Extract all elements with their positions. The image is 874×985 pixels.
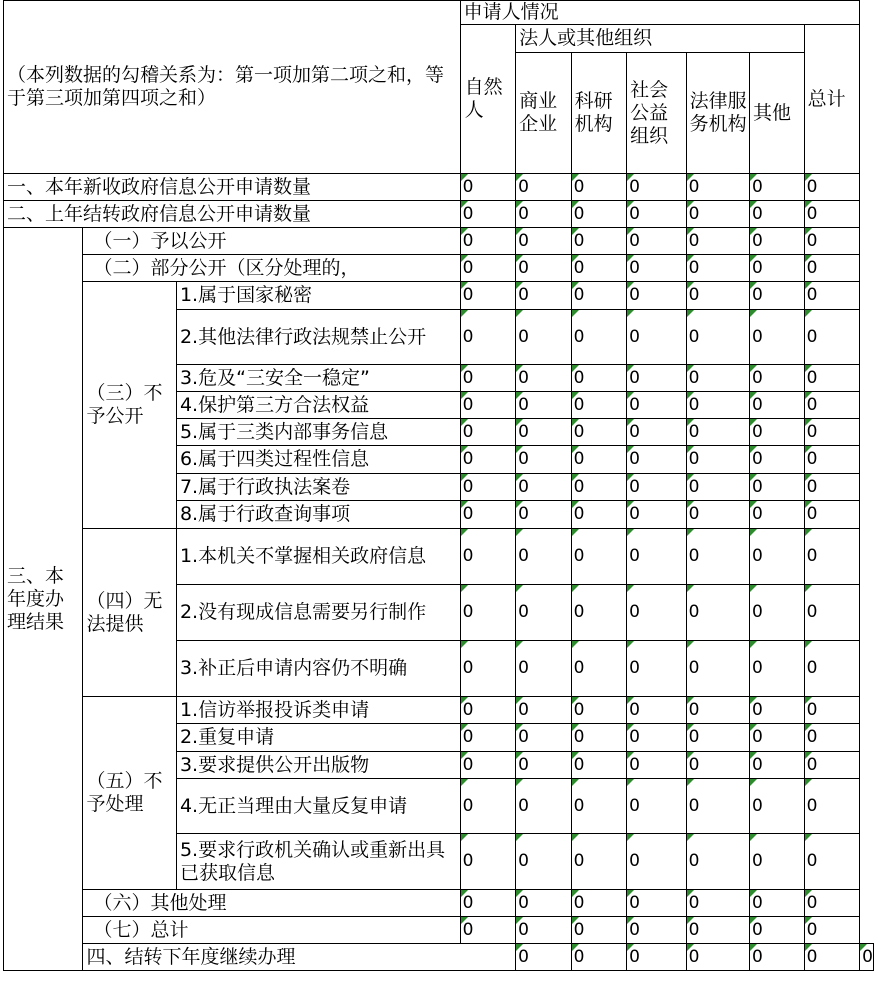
row-3-5-4-value-6: 0 (750, 779, 805, 834)
table-row (4, 697, 874, 724)
row-3-3-1-value-2: 0 (516, 282, 572, 310)
row-3-5-2-value-1: 0 (460, 724, 516, 752)
row-3-3-1-value-5: 0 (686, 282, 749, 310)
row-3-3-8-value-2: 0 (516, 501, 572, 529)
row-3-6-value-3: 0 (571, 890, 627, 917)
row-3-4-3-value-2: 0 (516, 641, 572, 697)
row-3-3-1-value-6: 0 (750, 282, 805, 310)
row-2-value-5: 0 (686, 201, 749, 228)
row-3-5-4-value-3: 0 (571, 779, 627, 834)
header-col-business: 商业企业 (516, 53, 572, 174)
row-3-4-1-value-3: 0 (571, 529, 627, 585)
row-3-3-2-value-5: 0 (686, 310, 749, 365)
row-3-3-3-value-2: 0 (516, 365, 572, 392)
row-3-6-value-1: 0 (460, 890, 516, 917)
row-3-3-1-value-7: 0 (804, 282, 860, 310)
row-3-2-value-5: 0 (686, 255, 749, 282)
row-4-value-6: 0 (804, 944, 860, 971)
row-3-3-3-value-5: 0 (686, 365, 749, 392)
item-not-disclosed-8: 8.属于行政查询事项 (176, 501, 460, 529)
item-not-disclosed-7: 7.属于行政执法案卷 (176, 474, 460, 501)
row-3-5-5-value-6: 0 (750, 834, 805, 890)
row-3-5-5-value-3: 0 (571, 834, 627, 890)
row-3-3-6-value-7: 0 (804, 446, 860, 474)
row-2-value-7: 0 (804, 201, 860, 228)
row-3-3-6-value-1: 0 (460, 446, 516, 474)
row-label-disclosed: （一）予以公开 (83, 228, 460, 255)
item-cannot-provide-1: 1.本机关不掌握相关政府信息 (176, 529, 460, 585)
item-not-disclosed-6: 6.属于四类过程性信息 (176, 446, 460, 474)
row-3-3-4-value-7: 0 (804, 392, 860, 419)
row-3-3-8-value-1: 0 (460, 501, 516, 529)
row-3-3-2-value-6: 0 (750, 310, 805, 365)
header-natural-person: 自然人 (460, 25, 516, 174)
row-3-4-2-value-7: 0 (804, 585, 860, 641)
row-1-value-3: 0 (571, 174, 627, 201)
row-3-3-8-value-6: 0 (750, 501, 805, 529)
row-1-value-7: 0 (804, 174, 860, 201)
row-3-5-2-value-4: 0 (627, 724, 686, 752)
row-3-3-3-value-7: 0 (804, 365, 860, 392)
row-3-6-value-2: 0 (516, 890, 572, 917)
table-row (4, 944, 874, 971)
row-3-7-value-2: 0 (516, 917, 572, 944)
row-3-3-5-value-5: 0 (686, 419, 749, 446)
row-4-value-4: 0 (686, 944, 749, 971)
row-3-1-value-3: 0 (571, 228, 627, 255)
row-3-5-5-value-2: 0 (516, 834, 572, 890)
row-3-5-1-value-4: 0 (627, 697, 686, 724)
table-row (4, 174, 874, 201)
row-4-value-7: 0 (860, 944, 874, 971)
row-3-5-1-value-5: 0 (686, 697, 749, 724)
row-3-3-8-value-3: 0 (571, 501, 627, 529)
row-4-value-5: 0 (750, 944, 805, 971)
row-3-4-3-value-3: 0 (571, 641, 627, 697)
row-3-3-5-value-6: 0 (750, 419, 805, 446)
row-3-7-value-6: 0 (750, 917, 805, 944)
row-3-3-7-value-4: 0 (627, 474, 686, 501)
row-3-5-3-value-3: 0 (571, 752, 627, 779)
row-3-5-4-value-1: 0 (460, 779, 516, 834)
row-3-1-value-2: 0 (516, 228, 572, 255)
row-3-3-2-value-1: 0 (460, 310, 516, 365)
row-3-5-2-value-5: 0 (686, 724, 749, 752)
row-3-4-2-value-6: 0 (750, 585, 805, 641)
row-3-4-2-value-3: 0 (571, 585, 627, 641)
row-3-5-4-value-4: 0 (627, 779, 686, 834)
row-3-3-4-value-4: 0 (627, 392, 686, 419)
table-row (4, 228, 874, 255)
row-3-5-2-value-7: 0 (804, 724, 860, 752)
row-3-3-6-value-4: 0 (627, 446, 686, 474)
row-3-1-value-1: 0 (460, 228, 516, 255)
row-3-3-5-value-1: 0 (460, 419, 516, 446)
item-not-processed-1: 1.信访举报投诉类申请 (176, 697, 460, 724)
row-3-7-value-5: 0 (686, 917, 749, 944)
row-3-3-4-value-5: 0 (686, 392, 749, 419)
row-3-2-value-7: 0 (804, 255, 860, 282)
header-col-public-welfare: 社会公益组织 (627, 53, 686, 174)
table-row (4, 201, 874, 228)
row-3-4-2-value-4: 0 (627, 585, 686, 641)
row-3-5-1-value-2: 0 (516, 697, 572, 724)
row-3-3-7-value-2: 0 (516, 474, 572, 501)
row-3-5-2-value-3: 0 (571, 724, 627, 752)
table-row (4, 529, 874, 585)
item-not-processed-5: 5.要求行政机关确认或重新出具已获取信息 (176, 834, 460, 890)
row-3-3-8-value-5: 0 (686, 501, 749, 529)
row-3-4-3-value-7: 0 (804, 641, 860, 697)
header-applicant-status: 申请人情况 (460, 1, 860, 25)
row-3-3-2-value-2: 0 (516, 310, 572, 365)
row-3-5-5-value-5: 0 (686, 834, 749, 890)
row-3-6-value-6: 0 (750, 890, 805, 917)
group-label-cannot-provide: （四）无法提供 (83, 529, 177, 697)
row-3-4-2-value-1: 0 (460, 585, 516, 641)
row-3-6-value-7: 0 (804, 890, 860, 917)
row-4-value-3: 0 (627, 944, 686, 971)
item-not-disclosed-5: 5.属于三类内部事务信息 (176, 419, 460, 446)
row-3-5-5-value-7: 0 (804, 834, 860, 890)
row-3-3-7-value-1: 0 (460, 474, 516, 501)
row-3-5-5-value-4: 0 (627, 834, 686, 890)
header-legal-group: 法人或其他组织 (516, 25, 804, 53)
row-3-3-5-value-7: 0 (804, 419, 860, 446)
item-cannot-provide-3: 3.补正后申请内容仍不明确 (176, 641, 460, 697)
header-col-legal-service: 法律服务机构 (686, 53, 749, 174)
row-2-value-4: 0 (627, 201, 686, 228)
row-3-3-2-value-3: 0 (571, 310, 627, 365)
row-3-3-6-value-3: 0 (571, 446, 627, 474)
row-3-3-3-value-4: 0 (627, 365, 686, 392)
item-not-disclosed-4: 4.保护第三方合法权益 (176, 392, 460, 419)
row-2-value-2: 0 (516, 201, 572, 228)
row-2-value-3: 0 (571, 201, 627, 228)
row-3-3-1-value-1: 0 (460, 282, 516, 310)
row-3-4-2-value-5: 0 (686, 585, 749, 641)
row-1-value-2: 0 (516, 174, 572, 201)
row-3-5-1-value-7: 0 (804, 697, 860, 724)
row-3-5-1-value-6: 0 (750, 697, 805, 724)
row-3-1-value-7: 0 (804, 228, 860, 255)
row-3-5-3-value-2: 0 (516, 752, 572, 779)
row-3-3-2-value-7: 0 (804, 310, 860, 365)
row-3-3-6-value-2: 0 (516, 446, 572, 474)
item-not-disclosed-2: 2.其他法律行政法规禁止公开 (176, 310, 460, 365)
row-3-4-1-value-4: 0 (627, 529, 686, 585)
row-1-value-5: 0 (686, 174, 749, 201)
row-1-value-6: 0 (750, 174, 805, 201)
row-3-3-6-value-5: 0 (686, 446, 749, 474)
row-3-5-2-value-2: 0 (516, 724, 572, 752)
row-3-5-3-value-4: 0 (627, 752, 686, 779)
group-label-not-processed: （五）不予处理 (83, 697, 177, 890)
row-3-3-6-value-6: 0 (750, 446, 805, 474)
item-not-processed-3: 3.要求提供公开出版物 (176, 752, 460, 779)
row-3-3-4-value-2: 0 (516, 392, 572, 419)
row-3-4-1-value-2: 0 (516, 529, 572, 585)
table-row (4, 255, 874, 282)
row-3-4-1-value-1: 0 (460, 529, 516, 585)
header-total: 总计 (804, 25, 860, 174)
row-3-5-5-value-1: 0 (460, 834, 516, 890)
row-3-5-3-value-7: 0 (804, 752, 860, 779)
row-3-3-3-value-1: 0 (460, 365, 516, 392)
row-3-5-4-value-5: 0 (686, 779, 749, 834)
row-1-value-4: 0 (627, 174, 686, 201)
row-3-1-value-5: 0 (686, 228, 749, 255)
row-3-4-3-value-1: 0 (460, 641, 516, 697)
item-not-processed-4: 4.无正当理由大量反复申请 (176, 779, 460, 834)
row-3-3-7-value-3: 0 (571, 474, 627, 501)
group-label-not-disclosed: （三）不予公开 (83, 282, 177, 529)
row-3-2-value-3: 0 (571, 255, 627, 282)
row-3-2-value-2: 0 (516, 255, 572, 282)
row-3-2-value-1: 0 (460, 255, 516, 282)
row-3-5-2-value-6: 0 (750, 724, 805, 752)
row-1-value-1: 0 (460, 174, 516, 201)
row-3-3-7-value-5: 0 (686, 474, 749, 501)
row-3-3-4-value-6: 0 (750, 392, 805, 419)
row-3-2-value-6: 0 (750, 255, 805, 282)
row-3-7-value-4: 0 (627, 917, 686, 944)
row-label-other-handling: （六）其他处理 (83, 890, 460, 917)
row-3-3-4-value-1: 0 (460, 392, 516, 419)
table-row (4, 890, 874, 917)
row-3-5-4-value-2: 0 (516, 779, 572, 834)
row-3-3-2-value-4: 0 (627, 310, 686, 365)
row-3-3-5-value-2: 0 (516, 419, 572, 446)
row-3-1-value-6: 0 (750, 228, 805, 255)
statistics-table (3, 0, 874, 971)
header-col-research: 科研机构 (571, 53, 627, 174)
row-3-3-8-value-4: 0 (627, 501, 686, 529)
table-row (4, 917, 874, 944)
row-3-5-4-value-7: 0 (804, 779, 860, 834)
row-4-value-2: 0 (571, 944, 627, 971)
row-3-4-3-value-4: 0 (627, 641, 686, 697)
row-3-5-3-value-1: 0 (460, 752, 516, 779)
row-3-4-1-value-7: 0 (804, 529, 860, 585)
table-row (4, 282, 874, 310)
row-label-carried-over: 二、上年结转政府信息公开申请数量 (4, 201, 461, 228)
row-label-new-requests: 一、本年新收政府信息公开申请数量 (4, 174, 461, 201)
section-three-label: 三、本年度办理结果 (4, 228, 83, 971)
row-3-4-2-value-2: 0 (516, 585, 572, 641)
row-2-value-1: 0 (460, 201, 516, 228)
row-3-5-3-value-5: 0 (686, 752, 749, 779)
row-3-5-1-value-1: 0 (460, 697, 516, 724)
row-label-carry-forward: 四、结转下年度继续办理 (83, 944, 516, 971)
row-3-4-1-value-6: 0 (750, 529, 805, 585)
row-3-5-3-value-6: 0 (750, 752, 805, 779)
row-3-3-5-value-3: 0 (571, 419, 627, 446)
row-3-3-7-value-7: 0 (804, 474, 860, 501)
row-3-7-value-3: 0 (571, 917, 627, 944)
row-2-value-6: 0 (750, 201, 805, 228)
item-not-disclosed-1: 1.属于国家秘密 (176, 282, 460, 310)
header-note: （本列数据的勾稽关系为：第一项加第二项之和，等于第三项加第四项之和） (4, 1, 461, 174)
header-col-other: 其他 (750, 53, 805, 174)
item-not-disclosed-3: 3.危及“三安全一稳定” (176, 365, 460, 392)
row-3-3-3-value-3: 0 (571, 365, 627, 392)
row-4-value-1: 0 (516, 944, 572, 971)
row-3-3-7-value-6: 0 (750, 474, 805, 501)
row-3-7-value-1: 0 (460, 917, 516, 944)
row-3-2-value-4: 0 (627, 255, 686, 282)
row-3-7-value-7: 0 (804, 917, 860, 944)
row-3-3-5-value-4: 0 (627, 419, 686, 446)
row-label-partial: （二）部分公开（区分处理的， (83, 255, 460, 282)
row-3-3-4-value-3: 0 (571, 392, 627, 419)
row-3-6-value-5: 0 (686, 890, 749, 917)
row-3-6-value-4: 0 (627, 890, 686, 917)
row-3-1-value-4: 0 (627, 228, 686, 255)
item-not-processed-2: 2.重复申请 (176, 724, 460, 752)
row-3-5-1-value-3: 0 (571, 697, 627, 724)
row-3-4-3-value-5: 0 (686, 641, 749, 697)
row-3-3-3-value-6: 0 (750, 365, 805, 392)
item-cannot-provide-2: 2.没有现成信息需要另行制作 (176, 585, 460, 641)
row-3-4-3-value-6: 0 (750, 641, 805, 697)
row-3-3-1-value-3: 0 (571, 282, 627, 310)
row-3-4-1-value-5: 0 (686, 529, 749, 585)
row-label-subtotal: （七）总计 (83, 917, 460, 944)
row-3-3-1-value-4: 0 (627, 282, 686, 310)
row-3-3-8-value-7: 0 (804, 501, 860, 529)
